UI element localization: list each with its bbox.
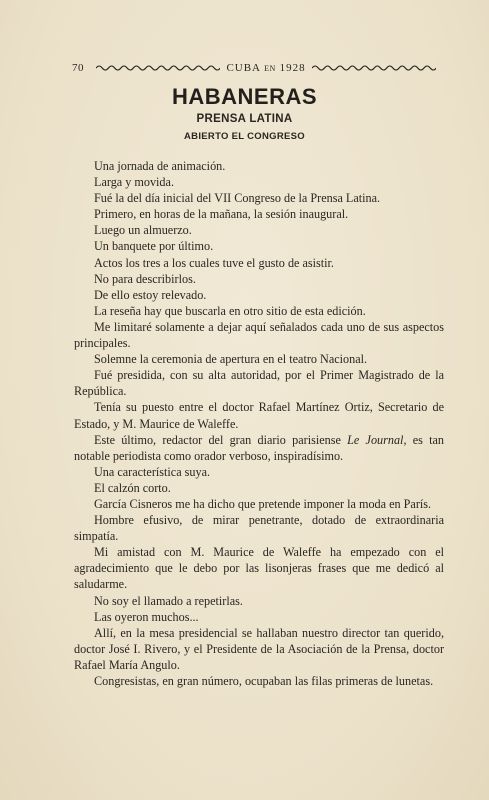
paragraph: Me limitaré solamente a dejar aquí señalados cada uno de sus aspectos principales. <box>74 319 444 351</box>
paragraph: Allí, en la mesa presidencial se hallaban nuestro director tan querido, doctor José I. Rivero, y el Presidente de la Asociación de la Prensa, doctor Rafael María Angulo. <box>74 625 444 672</box>
paragraph: Fué presidida, con su alta autoridad, por el Primer Magistrado de la República. <box>74 368 444 399</box>
paragraph: No soy el llamado a repetirlas. <box>94 593 243 608</box>
journal-text-before: Este último, redactor del gran diario parisiense <box>94 432 348 447</box>
paragraph: El calzón corto. <box>94 480 171 495</box>
paragraph: Solemne la ceremonia de apertura en el teatro Nacional. <box>94 352 368 367</box>
paragraph: No para describirlos. <box>94 271 196 286</box>
paragraph: Un banquete por último. <box>94 239 214 254</box>
paragraph: Hombre efusivo, de mirar penetrante, dotado de extraordinaria simpatía. <box>74 513 444 544</box>
paragraph: Primero, en horas de la mañana, la sesión inaugural. <box>94 207 349 222</box>
wavy-rule-left <box>96 64 220 72</box>
running-title-small: EN <box>264 64 276 73</box>
paragraph-journal <box>74 432 444 464</box>
paragraph: Luego un almuerzo. <box>94 223 192 238</box>
paragraph: La reseña hay que buscarla en otro sitio de esta edición. <box>94 303 366 318</box>
paragraph: Actos los tres a los cuales tuve el gusto de asistir. <box>94 255 334 270</box>
page-number: 70 <box>72 62 84 74</box>
wavy-rule-right <box>312 64 436 72</box>
paragraph: Una jornada de animación. <box>94 159 226 173</box>
article-title: HABANERAS <box>171 84 318 109</box>
paragraph: Congresistas, en gran número, ocupaban las filas primeras de lunetas. <box>94 674 434 688</box>
section-subtitle: PRENSA LATINA <box>196 113 293 125</box>
running-title <box>226 62 305 74</box>
running-title-year: 1928 <box>279 62 306 74</box>
section-heading: ABIERTO EL CONGRESO <box>184 131 305 142</box>
journal-text-after: es tan notable periodista como orador verboso, inspiradísimo. <box>74 432 445 463</box>
paragraph: Mi amistad con M. Maurice de Waleffe ha empezado con el agradecimiento que le debo por las lisonjeras frases que me dedicó al saludarme. <box>74 545 444 592</box>
paragraph: Las oyeron muchos... <box>94 609 199 624</box>
newspaper-name: Le Journal, <box>347 432 407 447</box>
paragraph: De ello estoy relevado. <box>94 287 207 302</box>
paragraph: García Cisneros me ha dicho que pretende imponer la moda en París. <box>94 496 432 511</box>
paragraph: Larga y movida. <box>94 175 174 190</box>
paragraph: Tenía su puesto entre el doctor Rafael Martínez Ortiz, Secretario de Estado, y M. Maurice de Waleffe. <box>74 400 444 431</box>
paragraph: Fué la del día inicial del VII Congreso de la Prensa Latina. <box>94 191 381 206</box>
paragraph: Una característica suya. <box>94 464 211 479</box>
running-title-main: CUBA <box>226 62 261 74</box>
article-body <box>74 158 444 689</box>
running-header <box>72 60 442 76</box>
